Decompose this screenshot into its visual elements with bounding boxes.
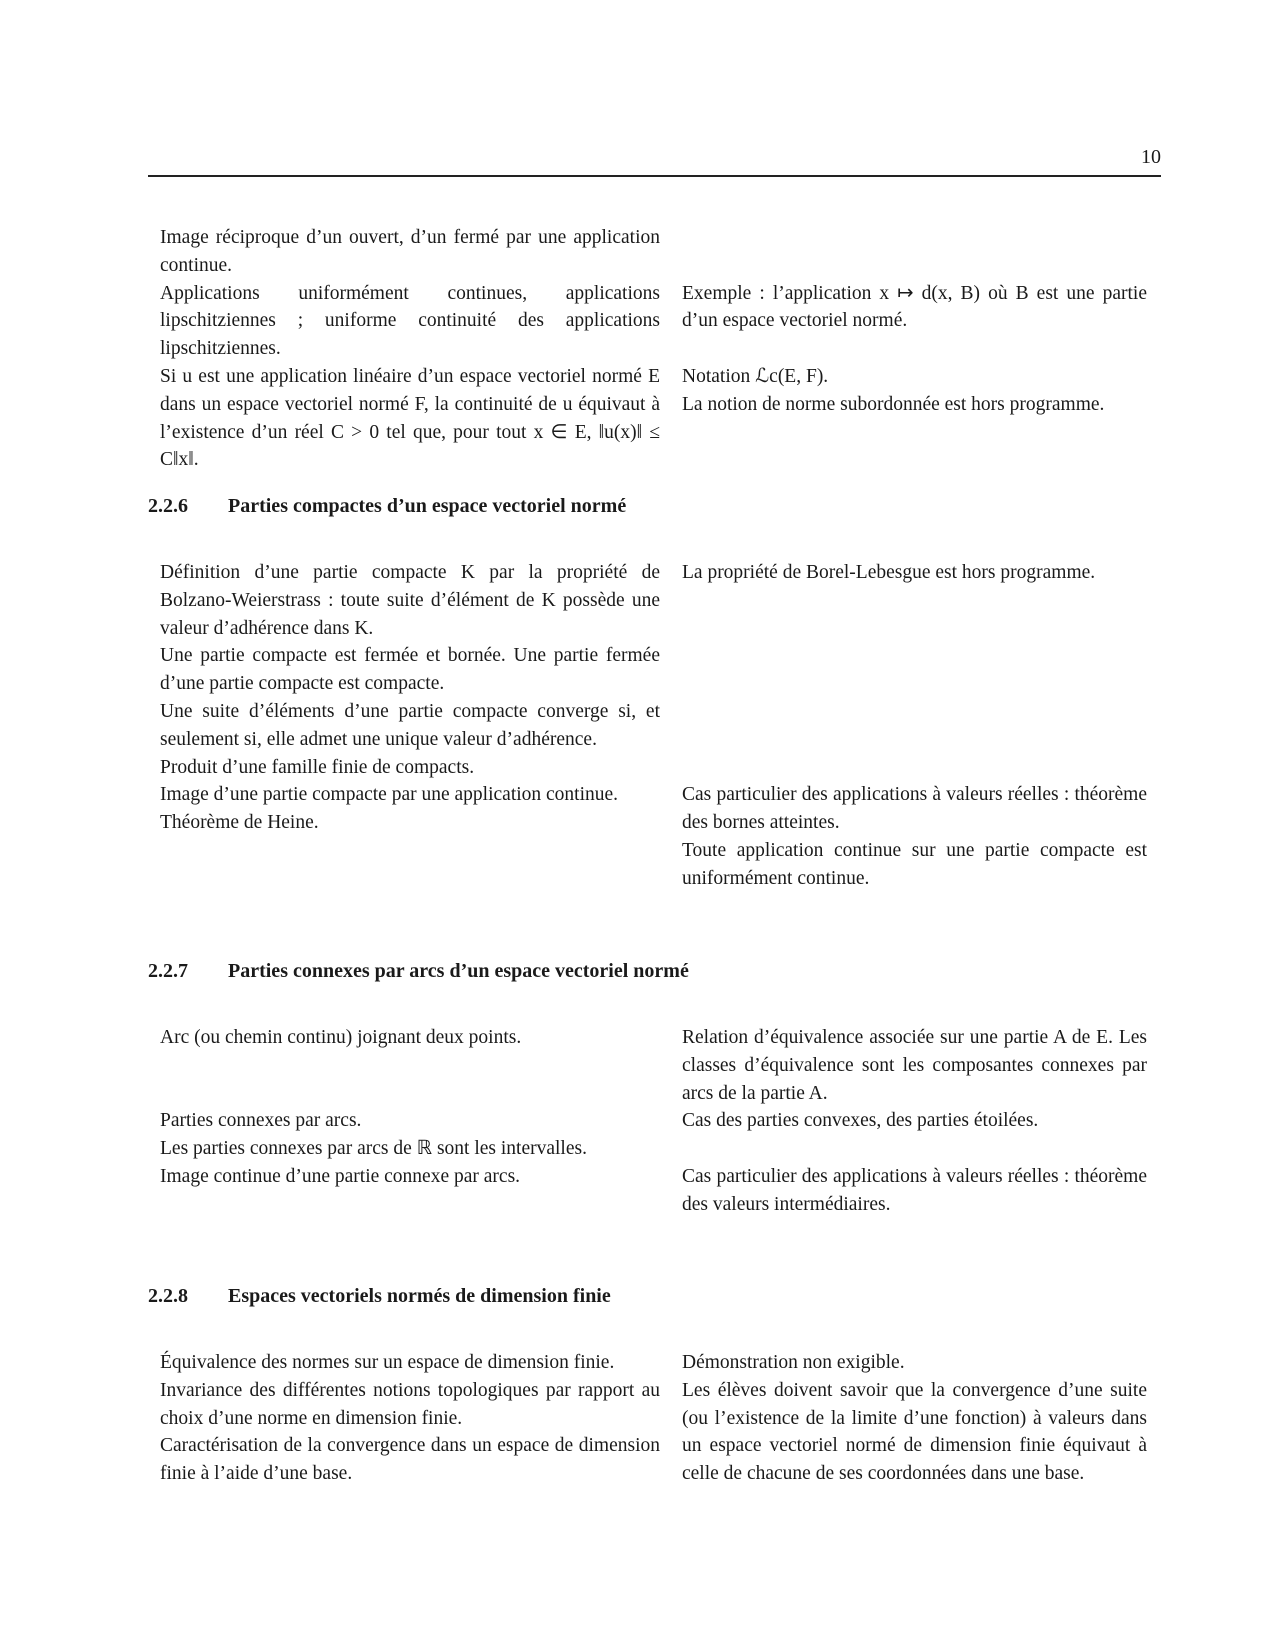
program-item: Théorème de Heine. [160, 812, 319, 834]
program-item: Image continue d’une partie connexe par arcs. [160, 1165, 521, 1187]
comment-item: La propriété de Borel-Lebesgue est hors programme. [682, 562, 1096, 583]
comment-item: Exemple : l’application x ↦ d(x, B) où B est une partie d’un espace vectoriel normé. [682, 282, 1147, 332]
table-row [148, 363, 1161, 474]
page-number: 10 [1141, 146, 1161, 168]
table-row [148, 559, 1161, 781]
section-table [148, 1349, 1161, 1488]
section-heading [148, 960, 689, 983]
section-number: 2.2.6 [148, 495, 188, 517]
program-item: Caractérisation de la convergence dans un espace de dimension finie à l’aide d’une base. [160, 1435, 660, 1485]
program-item: Si u est une application linéaire d’un espace vectoriel normé E dans un espace vectoriel normé F, la continuité de u équivaut à l’existence d’un réel C > 0 tel que, pour tout x ∈ E, ‖u(x)‖ ≤ C‖x‖. [160, 365, 660, 471]
program-item: Applications uniformément continues, applications lipschitziennes ; uniforme continuité des applications lipschitziennes. [160, 282, 660, 360]
comment-item: Cas particulier des applications à valeurs réelles : théorème des bornes atteintes. [682, 784, 1147, 834]
section-number: 2.2.7 [148, 960, 188, 982]
program-item: Produit d’une famille finie de compacts. [160, 756, 475, 778]
table-row [148, 1163, 1161, 1219]
table-row [148, 781, 1161, 892]
section-title: Espaces vectoriels normés de dimension finie [228, 1285, 611, 1307]
program-item: Parties connexes par arcs. [160, 1110, 362, 1132]
section-title: Parties connexes par arcs d’un espace vectoriel normé [228, 960, 689, 982]
section-number: 2.2.8 [148, 1285, 188, 1307]
header-rule [148, 175, 1161, 177]
comment-item: Cas particulier des applications à valeurs réelles : théorème des valeurs intermédiaires. [682, 1165, 1147, 1215]
table-row [148, 1377, 1161, 1488]
comment-item: Toute application continue sur une partie compacte est uniformément continue. [682, 839, 1147, 889]
program-item: Définition d’une partie compacte K par la propriété de Bolzano-Weierstrass : toute suite d’élément de K possède une valeur d’adhérence dans K. [160, 562, 660, 639]
table-row [148, 1107, 1161, 1163]
comment-item: Démonstration non exigible. [682, 1352, 905, 1373]
section-title: Parties compactes d’un espace vectoriel normé [228, 495, 627, 517]
program-item: Image réciproque d’un ouvert, d’un fermé par une application continue. [160, 227, 660, 276]
comment-item: La notion de norme subordonnée est hors programme. [682, 393, 1105, 415]
section-table [148, 559, 1161, 893]
comment-item: Cas des parties convexes, des parties étoilées. [682, 1110, 1039, 1132]
section-table [148, 1024, 1161, 1219]
program-item: Image d’une partie compacte par une application continue. [160, 784, 619, 806]
comment-item: Relation d’équivalence associée sur une partie A de E. Les classes d’équivalence sont les composantes connexes par arcs de la partie A. [682, 1027, 1147, 1104]
content-block-continuation [148, 224, 1161, 474]
table-row [148, 1349, 1161, 1377]
comment-item: Notation ℒc(E, F). [682, 365, 829, 387]
program-item: Invariance des différentes notions topologiques par rapport au choix d’une norme en dimension finie. [160, 1379, 660, 1429]
program-item: Une suite d’éléments d’une partie compacte converge si, et seulement si, elle admet une unique valeur d’adhérence. [160, 700, 660, 750]
table-row [148, 224, 1161, 280]
table-row [148, 280, 1161, 363]
program-item: Équivalence des normes sur un espace de dimension finie. [160, 1352, 615, 1373]
comment-item: Les élèves doivent savoir que la convergence d’une suite (ou l’existence de la limite d’une fonction) à valeurs dans un espace vectoriel normé de dimension finie équivaut à celle de chacune de ses coordonnées dans une base. [682, 1379, 1147, 1485]
table-row [148, 1024, 1161, 1107]
section-heading [148, 1285, 611, 1308]
program-item: Les parties connexes par arcs de ℝ sont les intervalles. [160, 1138, 587, 1160]
program-item: Arc (ou chemin continu) joignant deux points. [160, 1027, 522, 1048]
program-item: Une partie compacte est fermée et bornée. Une partie fermée d’une partie compacte est compacte. [160, 645, 660, 695]
section-heading [148, 495, 626, 518]
